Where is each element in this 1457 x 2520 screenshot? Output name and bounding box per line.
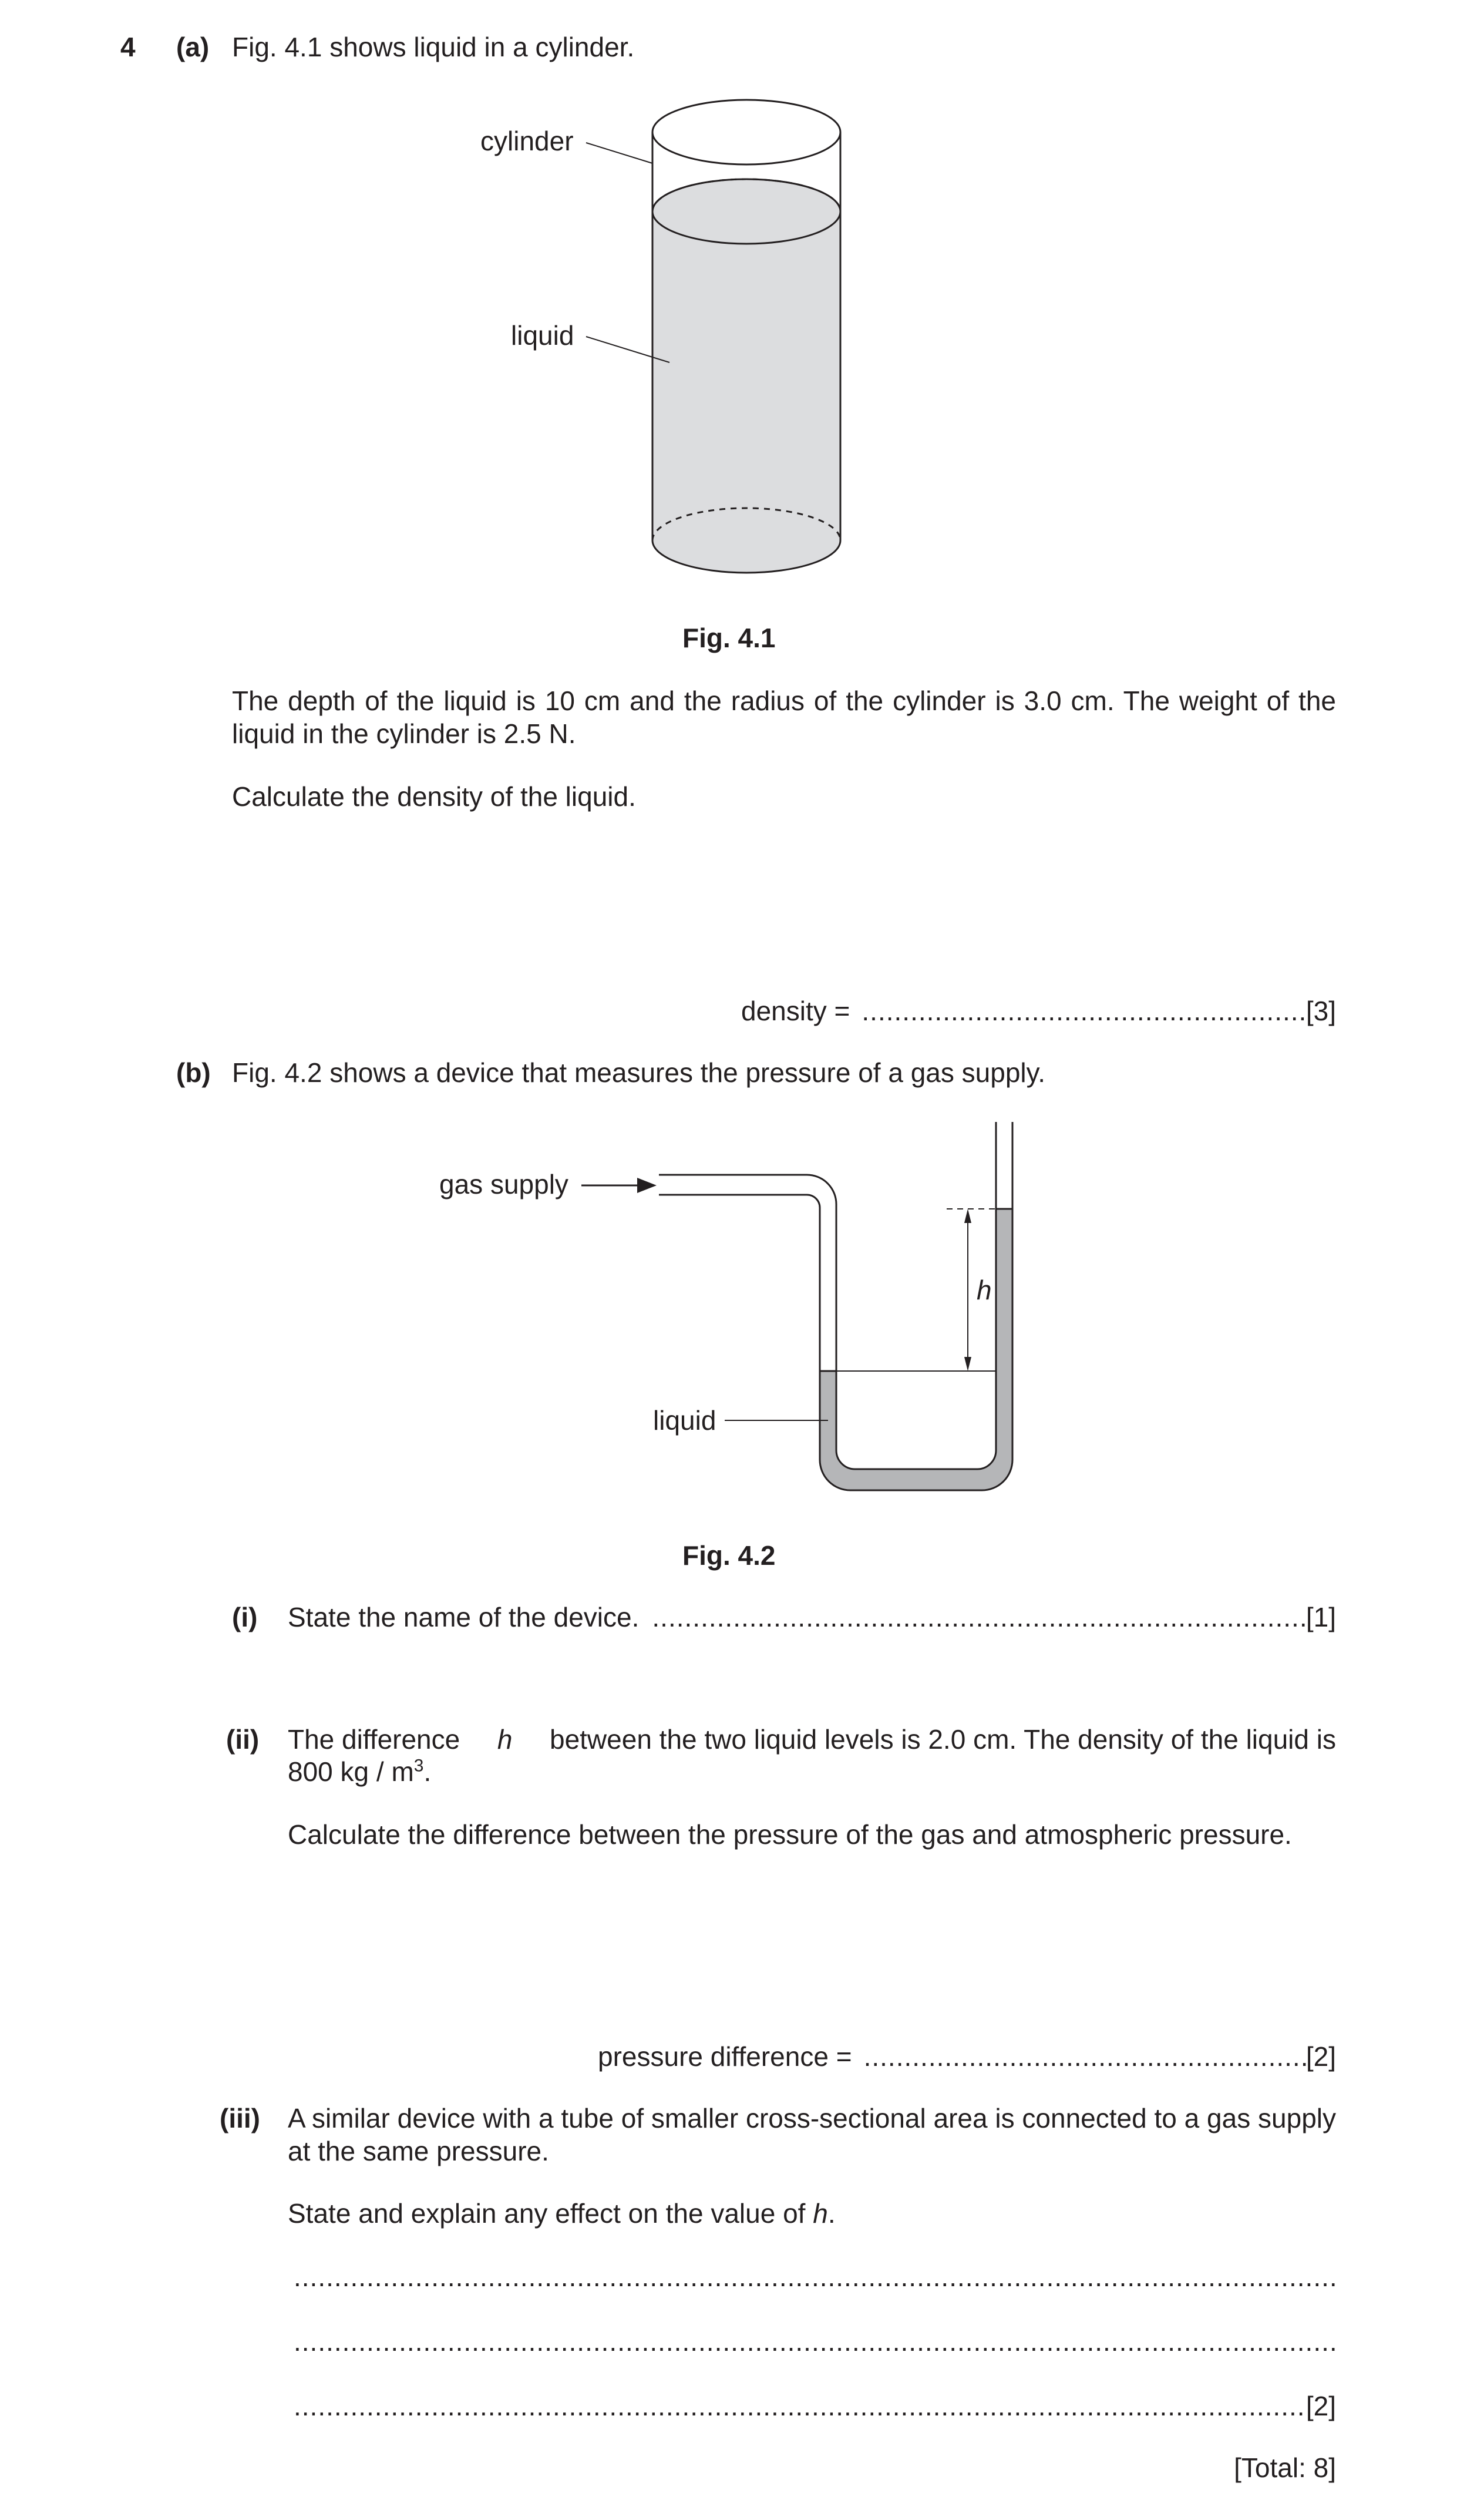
label-cylinder: cylinder (480, 126, 574, 156)
part-b-ii-marks: [2] (1305, 2041, 1336, 2072)
fig-4-2-caption: Fig. 4.2 (682, 1540, 776, 1571)
density-answer-line[interactable] (741, 994, 1336, 1027)
part-a-marks: [3] (1305, 996, 1336, 1026)
part-b-iii-dotted-line-2[interactable] (294, 2325, 1336, 2358)
question-number: 4 (120, 32, 136, 62)
part-b-i-marks: [1] (1305, 1602, 1336, 1632)
label-h: h (977, 1275, 992, 1305)
figure-4-2-manometer (0, 1104, 1457, 1516)
part-b-ii-text-line-1: The difference h between the two liquid levels is 2.0 cm. The density of the liquid is (288, 1724, 1336, 1755)
part-b-ii-label: (ii) (226, 1724, 260, 1755)
pressure-difference-label: pressure difference = (598, 2041, 852, 2072)
part-b-i-dotted-line[interactable] (652, 1601, 1305, 1634)
pressure-difference-dotted-line[interactable] (864, 2040, 1306, 2073)
liquid-body (652, 211, 840, 573)
density-dotted-line[interactable] (862, 994, 1305, 1027)
cylinder-top (652, 100, 840, 164)
part-b-iii-label: (iii) (220, 2103, 260, 2133)
part-a-text-2: Calculate the density of the liquid. (232, 781, 636, 812)
part-a-text-1: The depth of the liquid is 10 cm and the radius of the cylinder is 3.0 cm. The weight of the liquid in the cylinder is 2.5 N. (232, 686, 1336, 749)
part-b-ii-text-line-2: 800 kg / $m^3$. (288, 1756, 432, 1787)
part-b-iii-dotted-line-3[interactable] (294, 2390, 1306, 2422)
total-marks: [Total: 8] (1234, 2452, 1336, 2483)
part-b-intro: Fig. 4.2 shows a device that measures the pressure of a gas supply. (232, 1057, 1045, 1088)
part-b-iii-answer-line-3[interactable] (294, 2390, 1336, 2422)
figure-4-1-cylinder (0, 0, 1457, 599)
part-b-i-label: (i) (232, 1602, 258, 1632)
pressure-difference-answer-line[interactable] (598, 2040, 1336, 2073)
manometer-liquid (820, 1209, 1012, 1490)
label-liquid-a: liquid (511, 320, 574, 351)
part-b-iii-text-1: A similar device with a tube of smaller cross-sectional area is connected to a gas supply at the same pressure. (288, 2103, 1336, 2166)
part-a-label: (a) (176, 32, 210, 62)
part-b-iii-text-2: State and explain any effect on the value of h. (288, 2198, 836, 2229)
part-a-intro: Fig. 4.1 shows liquid in a cylinder. (232, 32, 635, 62)
fig-4-1-caption: Fig. 4.1 (682, 623, 776, 653)
part-b-iii-marks: [2] (1305, 2391, 1336, 2421)
part-b-i-text: State the name of the device. (288, 1602, 640, 1632)
part-b-ii-text-2: Calculate the difference between the pressure of the gas and atmospheric pressure. (288, 1819, 1292, 1850)
part-b-iii-dotted-line-1[interactable] (294, 2260, 1336, 2293)
label-liquid-b: liquid (653, 1405, 716, 1436)
density-label: density = (741, 996, 850, 1026)
part-b-iii-answer-line-2[interactable] (294, 2325, 1336, 2358)
part-b-i-answer-line[interactable] (288, 1601, 1336, 1634)
label-gas-supply: gas supply (439, 1169, 568, 1199)
part-b-iii-answer-line-1[interactable] (294, 2260, 1336, 2293)
part-b-label: (b) (176, 1057, 211, 1088)
